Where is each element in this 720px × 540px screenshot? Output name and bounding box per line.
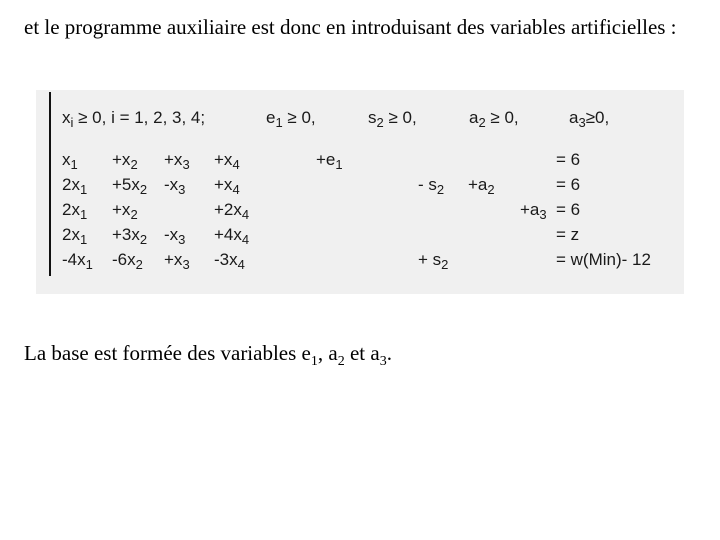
row4-term-x1: $2x_1$ <box>62 225 88 247</box>
row2-term-x3: $-x_3$ <box>164 175 186 197</box>
constraint-system-image <box>36 90 684 294</box>
row3-term-a3: $+a_3$ <box>520 200 547 222</box>
nonneg-a2: $a_2 \ge 0$, <box>469 108 519 130</box>
row4-term-x4: $+4x_4$ <box>214 225 250 247</box>
intro-paragraph: et le programme auxiliaire est donc en introduisant des variables artificielles : <box>24 15 677 39</box>
row3-rhs: = 6 <box>556 200 581 219</box>
row5-rhs: = w(Min)- 12 <box>556 250 651 269</box>
row1-term-x2: $+x_2$ <box>112 150 138 172</box>
row5-term-x1: $-4x_1$ <box>62 250 93 272</box>
base-variables-sentence: La base est formée des variables $e_1$, $a_2$ et $a_3$. <box>24 341 392 370</box>
row1-term-x3: $+x_3$ <box>164 150 190 172</box>
row5-term-x4: $-3x_4$ <box>214 250 245 272</box>
nonneg-a3: $a_3\ge 0$, <box>569 108 610 130</box>
row1-term-x4: $+x_4$ <box>214 150 240 172</box>
row2-term-s2: - $s_2$ <box>418 175 445 197</box>
nonneg-s2: $s_2 \ge 0$, <box>368 108 417 130</box>
row3-term-x2: $+x_2$ <box>112 200 138 222</box>
row3-term-x1: $2x_1$ <box>62 200 88 222</box>
row3-term-x4: $+2x_4$ <box>214 200 250 222</box>
row2-term-a2: $+a_2$ <box>468 175 495 197</box>
row5-term-s2: + $s_2$ <box>418 250 449 272</box>
row4-term-x3: $-x_3$ <box>164 225 186 247</box>
left-brace-line <box>49 92 51 276</box>
row2-term-x1: $2x_1$ <box>62 175 88 197</box>
row5-term-x2: $-6x_2$ <box>112 250 143 272</box>
row4-term-x2: $+3x_2$ <box>112 225 148 247</box>
row2-term-x2: $+5x_2$ <box>112 175 148 197</box>
row1-term-e1: $+e_1$ <box>316 150 343 172</box>
nonneg-x: $x_i \ge 0$, i = 1, 2, 3, 4; <box>62 108 206 130</box>
nonneg-e1: $e_1 \ge 0$, <box>266 108 316 130</box>
row1-term-x1: $x_1$ <box>62 150 78 172</box>
row2-term-x4: $+x_4$ <box>214 175 240 197</box>
row4-rhs: = z <box>556 225 580 244</box>
row2-rhs: = 6 <box>556 175 581 194</box>
row1-rhs: = 6 <box>556 150 581 169</box>
row5-term-x3: $+x_3$ <box>164 250 190 272</box>
